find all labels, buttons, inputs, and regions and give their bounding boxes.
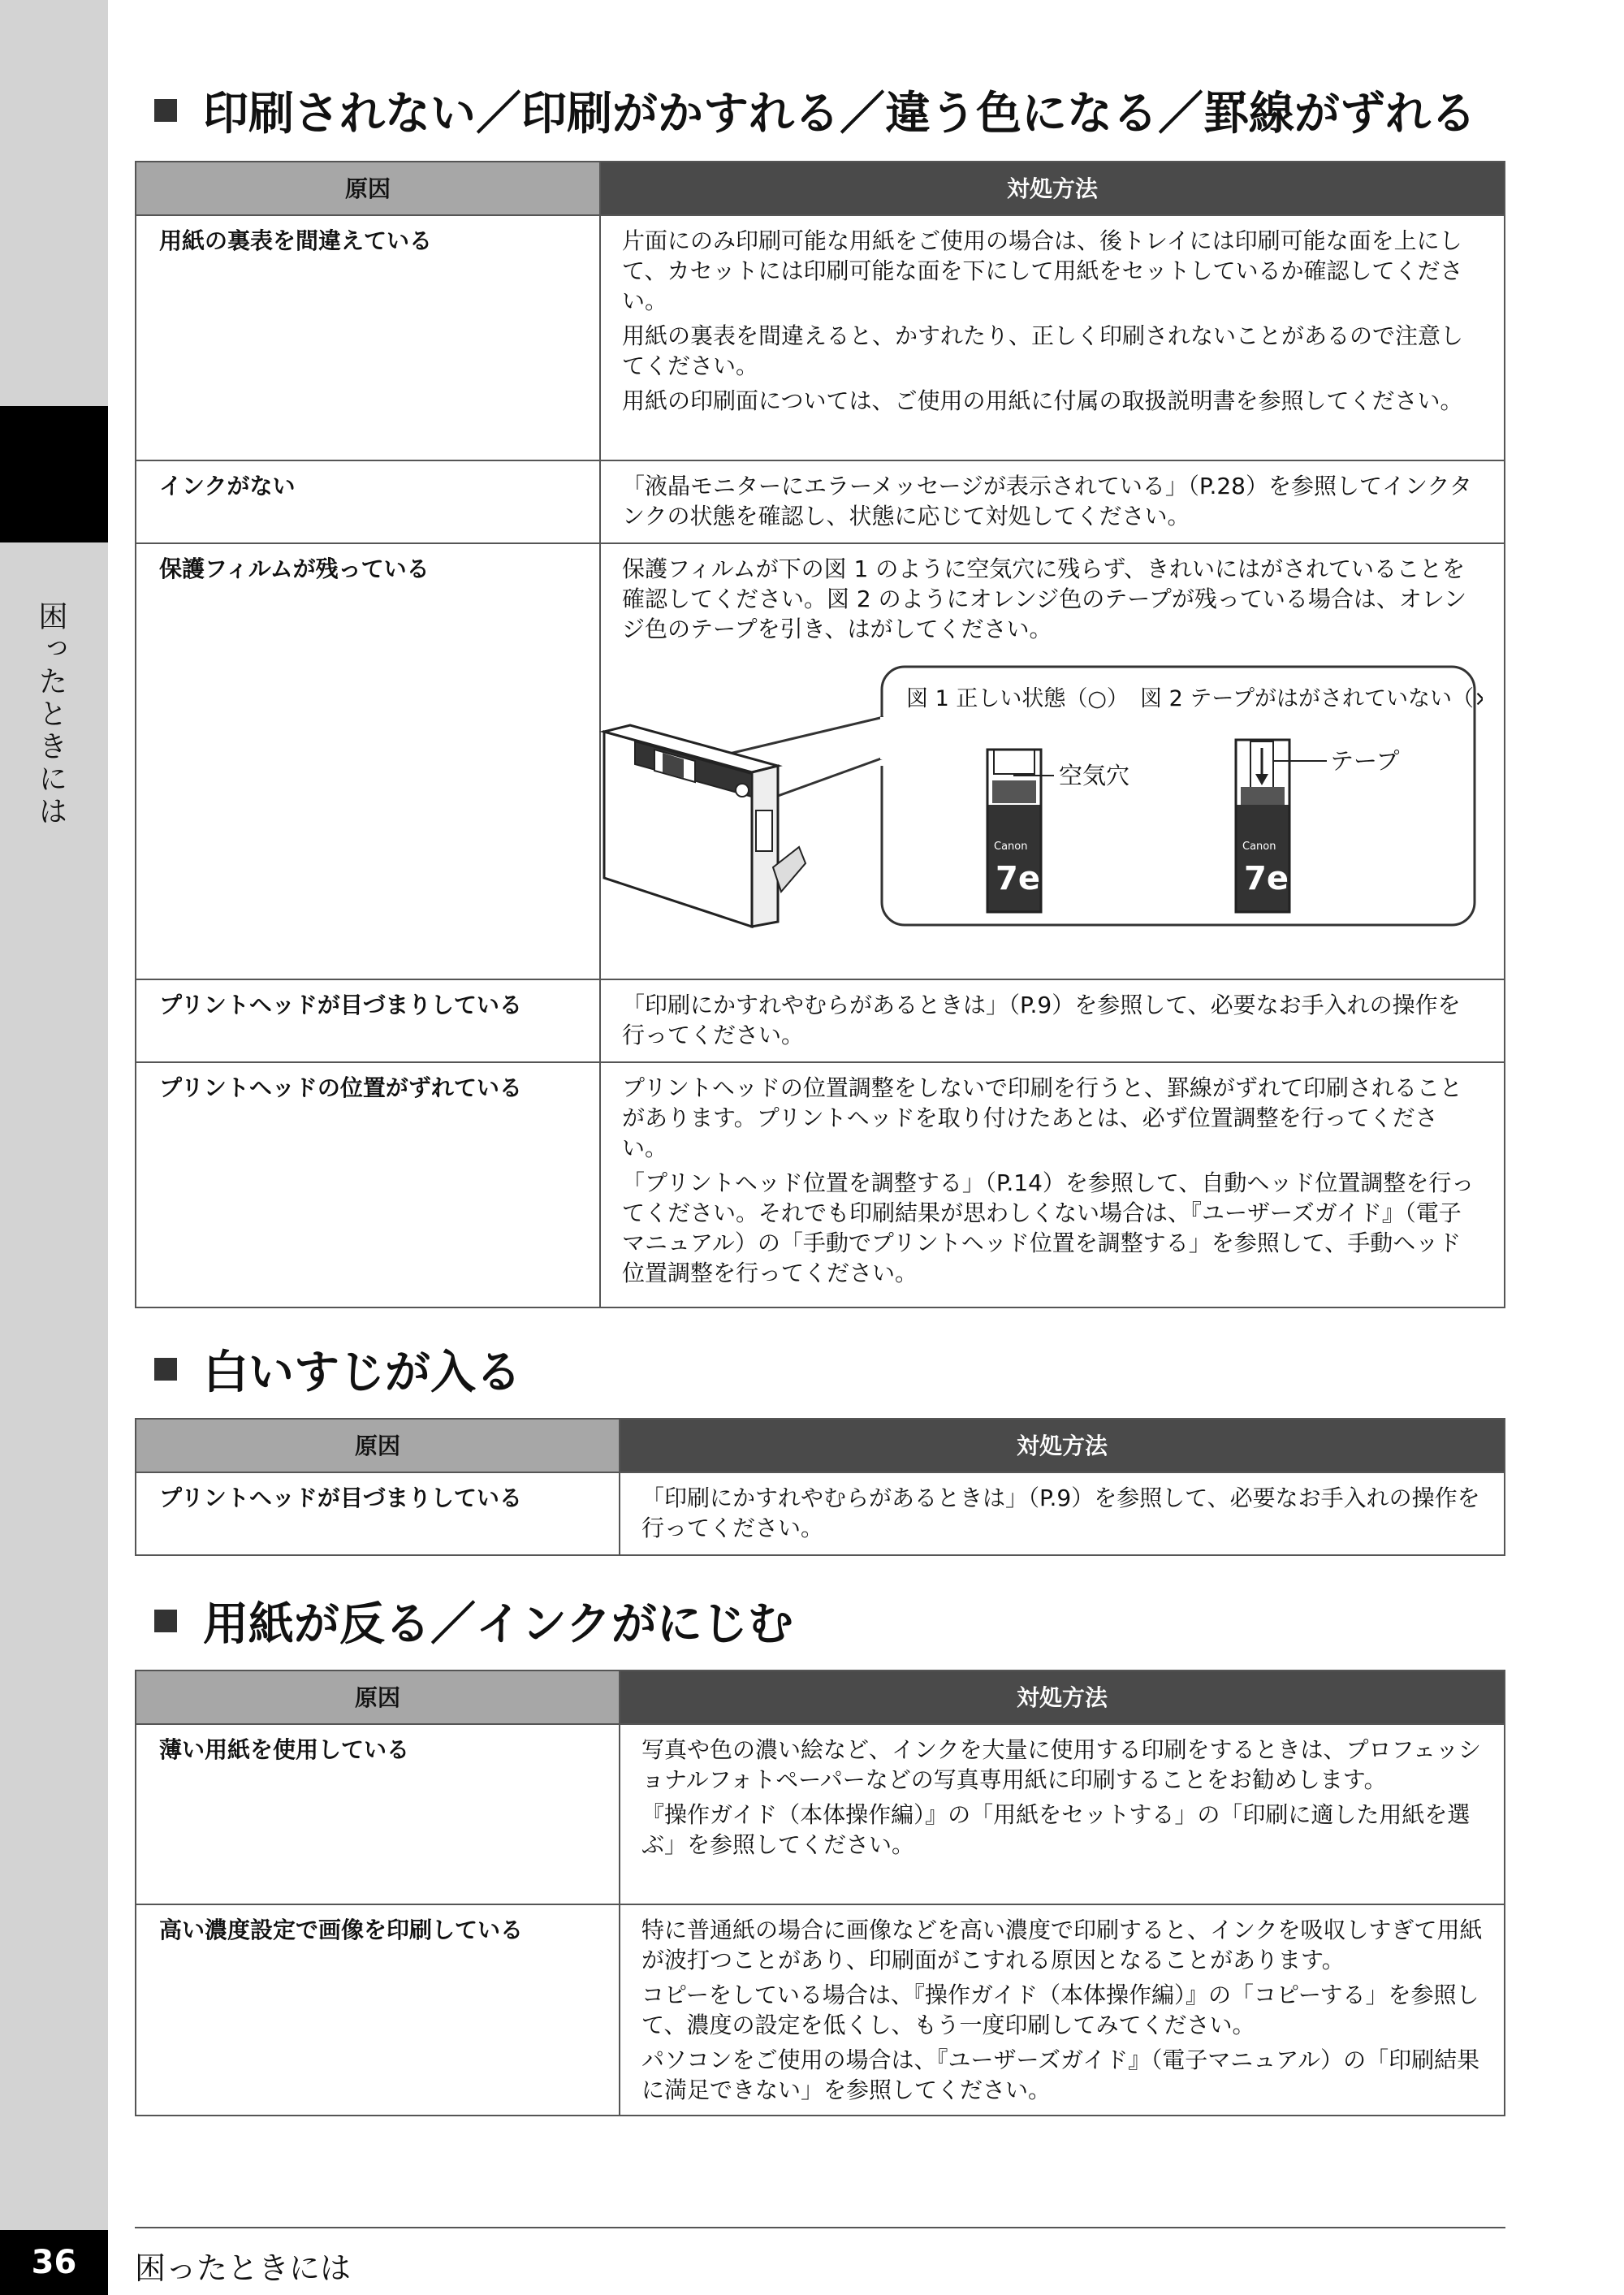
air-hole-label: 空気穴: [1059, 762, 1130, 789]
section-title-print-problems: [154, 78, 1476, 143]
section-title-white-streaks: [154, 1337, 521, 1402]
table-header-row: [136, 1419, 1505, 1472]
table-row: [136, 460, 1505, 543]
remedy-cell: [620, 1472, 1505, 1555]
header-cause: 原因: [136, 1419, 620, 1472]
remedy-paragraph: 『操作ガイド（本体操作編）』の「用紙をセットする」の「印刷に適した用紙を選ぶ」を参照してください。: [641, 1801, 1471, 1858]
figure-2-caption: 図 2 テープがはがされていない（×）: [1140, 686, 1483, 711]
table-row: [136, 1904, 1505, 2116]
footer-rule: [135, 2227, 1505, 2228]
sidebar-label: 困ったときには: [34, 601, 67, 828]
cause-cell: 薄い用紙を使用している: [136, 1724, 620, 1904]
cause-cell: 保護フィルムが残っている: [136, 543, 600, 979]
table-row: [136, 1472, 1505, 1555]
remedy-paragraph: 保護フィルムが下の図 1 のように空気穴に残らず、きれいにはがされていることを確認してください。図 2 のようにオレンジ色のテープが残っている場合は、オレンジ色のテープを引き、はがしてください。: [622, 555, 1467, 642]
footer-title: 困ったときには: [135, 2250, 352, 2286]
cause-cell: プリントヘッドの位置がずれている: [136, 1062, 600, 1307]
remedy-paragraph: 用紙の裏表を間違えると、かすれたり、正しく印刷されないことがあるので注意してください。: [622, 322, 1464, 379]
table-header-row: [136, 1670, 1505, 1724]
remedy-paragraph: プリントヘッドの位置調整をしないで印刷を行うと、罫線がずれて印刷されることがあります。プリントヘッドを取り付けたあとは、必ず位置調整を行ってください。: [622, 1074, 1462, 1161]
header-remedy: 対処方法: [620, 1670, 1505, 1724]
ink-tank-figure: [590, 660, 1483, 969]
remedy-cell: [600, 215, 1505, 460]
ink-tank-with-tape: [1236, 740, 1289, 912]
remedy-paragraph: コピーをしている場合は、『操作ガイド（本体操作編）』の「コピーする」を参照して、濃度の設定を低くし、もう一度印刷してみてください。: [641, 1982, 1479, 2038]
remedy-cell: [600, 543, 1505, 979]
table-print-problems: [135, 161, 1505, 1308]
cause-cell: 用紙の裏表を間違えている: [136, 215, 600, 460]
table-white-streaks: [135, 1418, 1505, 1556]
remedy-paragraph: 「液晶モニターにエラーメッセージが表示されている」（P.28）を参照してインクタンクの状態を確認し、状態に応じて対処してください。: [622, 473, 1472, 529]
table-paper-curl: [135, 1670, 1505, 2116]
header-remedy: 対処方法: [620, 1419, 1505, 1472]
remedy-cell: [600, 460, 1505, 543]
table-row: [136, 543, 1505, 979]
cause-cell: インクがない: [136, 460, 600, 543]
ink-tank-correct: [987, 750, 1041, 912]
section-title-paper-curl: [154, 1588, 793, 1653]
ink-tank-illustration: [590, 660, 1483, 969]
remedy-paragraph: 片面にのみ印刷可能な用紙をご使用の場合は、後トレイには印刷可能な面を上にして、カセットには印刷可能な面を下にして用紙をセットしているか確認してください。: [622, 227, 1463, 314]
cause-cell: プリントヘッドが目づまりしている: [136, 1472, 620, 1555]
table-header-row: [136, 162, 1505, 215]
remedy-paragraph: 「印刷にかすれやむらがあるときは」（P.9）を参照して、必要なお手入れの操作を行ってください。: [622, 992, 1461, 1048]
remedy-cell: [620, 1904, 1505, 2116]
header-cause: 原因: [136, 1670, 620, 1724]
remedy-paragraph: 特に普通紙の場合に画像などを高い濃度で印刷すると、インクを吸収しすぎて用紙が波打つことがあり、印刷面がこすれる原因となることがあります。: [641, 1917, 1483, 1973]
section-title-text: 印刷されない／印刷がかすれる／違う色になる／罫線がずれる: [203, 88, 1476, 140]
header-remedy: 対処方法: [600, 162, 1505, 215]
bullet-square-icon: [154, 99, 177, 122]
sidebar: [0, 0, 108, 2295]
remedy-paragraph: 用紙の印刷面については、ご使用の用紙に付属の取扱説明書を参照してください。: [622, 387, 1463, 414]
tank-brand-label: Canon: [1242, 841, 1276, 853]
remedy-paragraph: パソコンをご使用の場合は、『ユーザーズガイド』（電子マニュアル）の「印刷結果に満足できない」を参照してください。: [641, 2046, 1480, 2103]
callout-gap: [880, 717, 887, 759]
table-row: [136, 979, 1505, 1062]
remedy-cell: [600, 979, 1505, 1062]
remedy-cell: [620, 1724, 1505, 1904]
table-row: [136, 1062, 1505, 1307]
header-cause: 原因: [136, 162, 600, 215]
table-row: [136, 1724, 1505, 1904]
table-row: [136, 215, 1505, 460]
bullet-square-icon: [154, 1610, 177, 1632]
remedy-paragraph: 「印刷にかすれやむらがあるときは」（P.9）を参照して、必要なお手入れの操作を行ってください。: [641, 1485, 1480, 1541]
tank-model-label: 7e: [996, 860, 1040, 897]
section-title-text: 用紙が反る／インクがにじむ: [203, 1598, 793, 1651]
cause-cell: プリントヘッドが目づまりしている: [136, 979, 600, 1062]
page-number: 36: [0, 2230, 108, 2295]
section-title-text: 白いすじが入る: [203, 1346, 521, 1399]
tank-model-label: 7e: [1244, 860, 1289, 897]
cause-cell: 高い濃度設定で画像を印刷している: [136, 1904, 620, 2116]
tape-label: テープ: [1330, 747, 1400, 775]
bullet-square-icon: [154, 1358, 177, 1381]
remedy-cell: [600, 1062, 1505, 1307]
remedy-paragraph: 写真や色の濃い絵など、インクを大量に使用する印刷をするときは、プロフェッショナルフォトペーパーなどの写真専用紙に印刷することをお勧めします。: [641, 1736, 1482, 1793]
remedy-paragraph: 「プリントヘッド位置を調整する」（P.14）を参照して、自動ヘッド位置調整を行ってください。それでも印刷結果が思わしくない場合は、『ユーザーズガイド』（電子マニュアル）の「手動でプリントヘッド位置を調整する」を参照して、手動ヘッド位置調整を行ってください。: [622, 1169, 1475, 1286]
sidebar-section-marker: [0, 406, 108, 542]
tank-brand-label: Canon: [994, 841, 1028, 853]
figure-1-caption: 図 1 正しい状態（○）: [906, 686, 1129, 711]
